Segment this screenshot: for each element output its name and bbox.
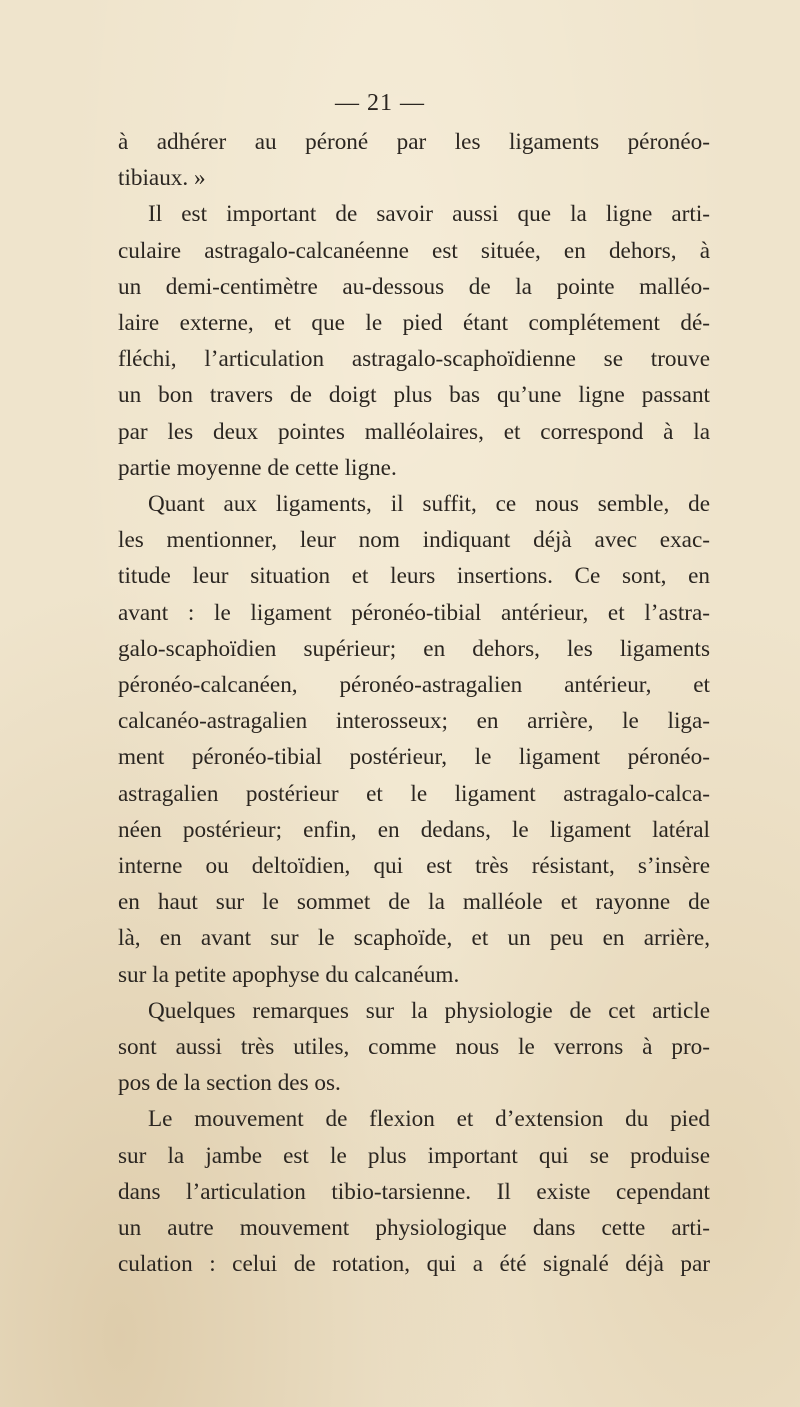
text-line: Le mouvement de flexion et d’extension du pied — [148, 1106, 710, 1133]
text-line: sur la petite apophyse du calcanéum. — [118, 961, 460, 988]
text-line: galo-scaphoïdien supérieur; en dehors, les ligaments — [118, 635, 710, 662]
text-line: interne ou deltoïdien, qui est très résistant, s’insère — [118, 853, 710, 880]
text-line: un bon travers de doigt plus bas qu’une ligne passant — [118, 382, 710, 409]
text-line: partie moyenne de cette ligne. — [118, 454, 397, 481]
body-text — [118, 124, 710, 1283]
text-line: calcanéo-astragalien interosseux; en arrière, le liga- — [118, 708, 710, 735]
text-line: tibiaux. » — [118, 165, 206, 192]
text-line: laire externe, et que le pied étant complétement dé- — [118, 310, 710, 337]
page-number: — 21 — — [335, 90, 425, 116]
text-line: fléchi, l’articulation astragalo-scaphoïdienne se trouve — [118, 346, 710, 373]
text-line: dans l’articulation tibio-tarsienne. Il existe cependant — [118, 1178, 710, 1205]
text-line: à adhérer au péroné par les ligaments péronéo- — [118, 129, 710, 155]
text-line: sur la jambe est le plus important qui se produise — [118, 1142, 710, 1169]
text-line: culaire astragalo-calcanéenne est située, en dehors, à — [118, 237, 710, 264]
text-line: néen postérieur; enfin, en dedans, le ligament latéral — [118, 816, 710, 843]
text-line: Quant aux ligaments, il suffit, ce nous semble, de — [148, 491, 710, 518]
text-line: péronéo-calcanéen, péronéo-astragalien antérieur, et — [118, 672, 710, 699]
text-line: culation : celui de rotation, qui a été signalé déjà par — [118, 1251, 710, 1278]
text-line: Quelques remarques sur la physiologie de cet article — [148, 997, 710, 1024]
text-line: sont aussi très utiles, comme nous le verrons à pro- — [118, 1034, 710, 1061]
text-line: en haut sur le sommet de la malléole et rayonne de — [118, 889, 710, 916]
text-line: astragalien postérieur et le ligament astragalo-calca- — [118, 780, 710, 807]
text-line: avant : le ligament péronéo-tibial antérieur, et l’astra- — [118, 599, 710, 626]
text-line: Il est important de savoir aussi que la ligne arti- — [148, 201, 710, 228]
text-line: ment péronéo-tibial postérieur, le ligament péronéo- — [118, 744, 710, 771]
text-line: par les deux pointes malléolaires, et correspond à la — [118, 418, 710, 445]
text-line: titude leur situation et leurs insertions. Ce sont, en — [118, 563, 710, 590]
text-line: un autre mouvement physiologique dans cette arti- — [118, 1215, 710, 1242]
text-line: les mentionner, leur nom indiquant déjà avec exac- — [118, 527, 710, 554]
text-line: un demi-centimètre au-dessous de la pointe malléo- — [118, 273, 710, 300]
text-line: pos de la section des os. — [118, 1070, 341, 1097]
text-line: là, en avant sur le scaphoïde, et un peu en arrière, — [118, 925, 710, 952]
